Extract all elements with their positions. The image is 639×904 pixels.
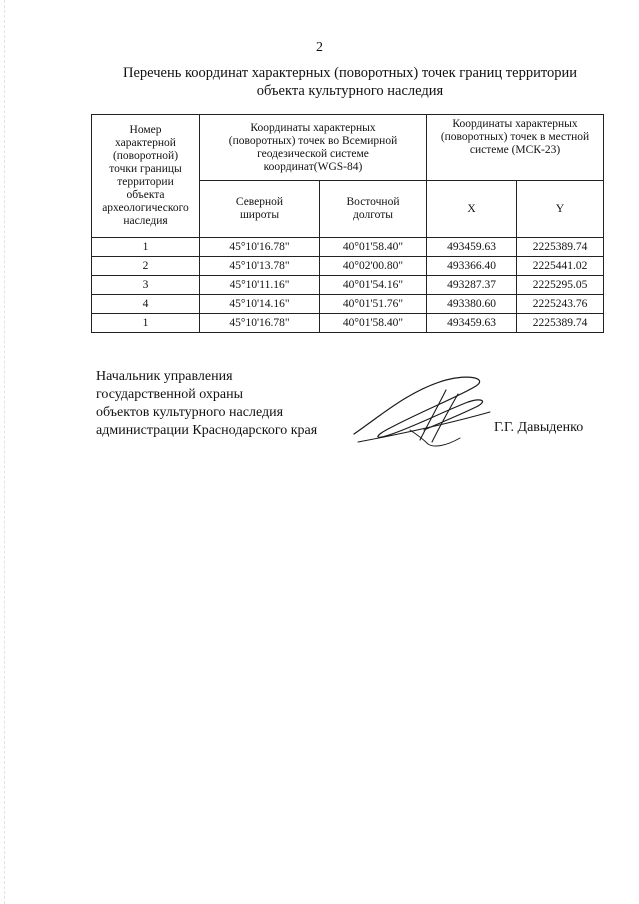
table-row (92, 314, 604, 333)
cell-east: 40°01'58.40" (320, 238, 427, 257)
document-title (60, 64, 639, 100)
cell-point-number: 1 (92, 314, 200, 333)
header-text: координат(WGS-84) (263, 160, 363, 173)
subheader-y: Y (517, 181, 604, 238)
header-text: геодезической системе (257, 147, 369, 160)
table-row (92, 295, 604, 314)
header-text: характерной (115, 137, 176, 149)
subheader-north (200, 181, 320, 238)
header-text: (поворотной) (112, 150, 179, 162)
cell-y: 2225389.74 (517, 314, 604, 333)
cell-x: 493459.63 (427, 238, 517, 257)
cell-north: 45°10'14.16" (200, 295, 320, 314)
cell-east: 40°01'58.40" (320, 314, 427, 333)
cell-point-number: 2 (92, 257, 200, 276)
signatory-line-1: Начальник управления (96, 369, 233, 384)
cell-east: 40°01'54.16" (320, 276, 427, 295)
cell-east: 40°01'51.76" (320, 295, 427, 314)
cell-east: 40°02'00.80" (320, 257, 427, 276)
cell-point-number: 4 (92, 295, 200, 314)
cell-north: 45°10'11.16" (200, 276, 320, 295)
header-text: Координаты характерных (452, 118, 578, 130)
signatory-name: Г.Г. Давыденко (494, 420, 584, 435)
cell-x: 493459.63 (427, 314, 517, 333)
header-text: наследия (123, 215, 168, 227)
page-number: 2 (316, 40, 323, 55)
header-text: территории (117, 176, 174, 188)
header-text: Номер (129, 124, 162, 136)
header-msk23 (427, 115, 604, 181)
cell-y: 2225243.76 (517, 295, 604, 314)
table-row (92, 238, 604, 257)
document-title-line-1: Перечень координат характерных (поворотных) точек границ территории (122, 65, 578, 81)
subheader-east (320, 181, 427, 238)
signatory-line-2: государственной охраны (96, 387, 244, 402)
subheader-x: X (427, 181, 517, 238)
header-text: долготы (353, 209, 393, 221)
cell-north: 45°10'16.78" (200, 238, 320, 257)
coordinates-table (91, 114, 604, 333)
signatory-position (96, 368, 317, 440)
document-title-line-2: объекта культурного наследия (256, 83, 444, 99)
signatory-line-3: объектов культурного наследия (96, 405, 284, 420)
scan-edge-mark (4, 0, 6, 904)
header-text: (поворотных) точек в местной (440, 131, 590, 143)
table-row (92, 276, 604, 295)
cell-north: 45°10'16.78" (200, 314, 320, 333)
cell-x: 493366.40 (427, 257, 517, 276)
handwritten-signature (350, 372, 495, 454)
cell-north: 45°10'13.78" (200, 257, 320, 276)
header-text: Координаты характерных (250, 121, 376, 134)
cell-point-number: 3 (92, 276, 200, 295)
cell-x: 493287.37 (427, 276, 517, 295)
header-wgs84 (200, 115, 427, 181)
cell-y: 2225295.05 (517, 276, 604, 295)
header-text: Восточной (346, 196, 400, 208)
cell-point-number: 1 (92, 238, 200, 257)
cell-y: 2225441.02 (517, 257, 604, 276)
header-text: археологического (102, 202, 189, 214)
header-text: системе (МСК-23) (469, 144, 561, 156)
header-text: точки границы (109, 163, 182, 175)
table-header-row (92, 115, 604, 181)
cell-y: 2225389.74 (517, 238, 604, 257)
header-text: широты (239, 209, 280, 221)
cell-x: 493380.60 (427, 295, 517, 314)
header-point-number (92, 115, 200, 238)
header-text: объекта (126, 189, 165, 201)
table-row (92, 257, 604, 276)
header-text: (поворотных) точек во Всемирной (228, 134, 398, 147)
signatory-line-4: администрации Краснодарского края (96, 423, 318, 438)
header-text: Северной (235, 196, 284, 208)
